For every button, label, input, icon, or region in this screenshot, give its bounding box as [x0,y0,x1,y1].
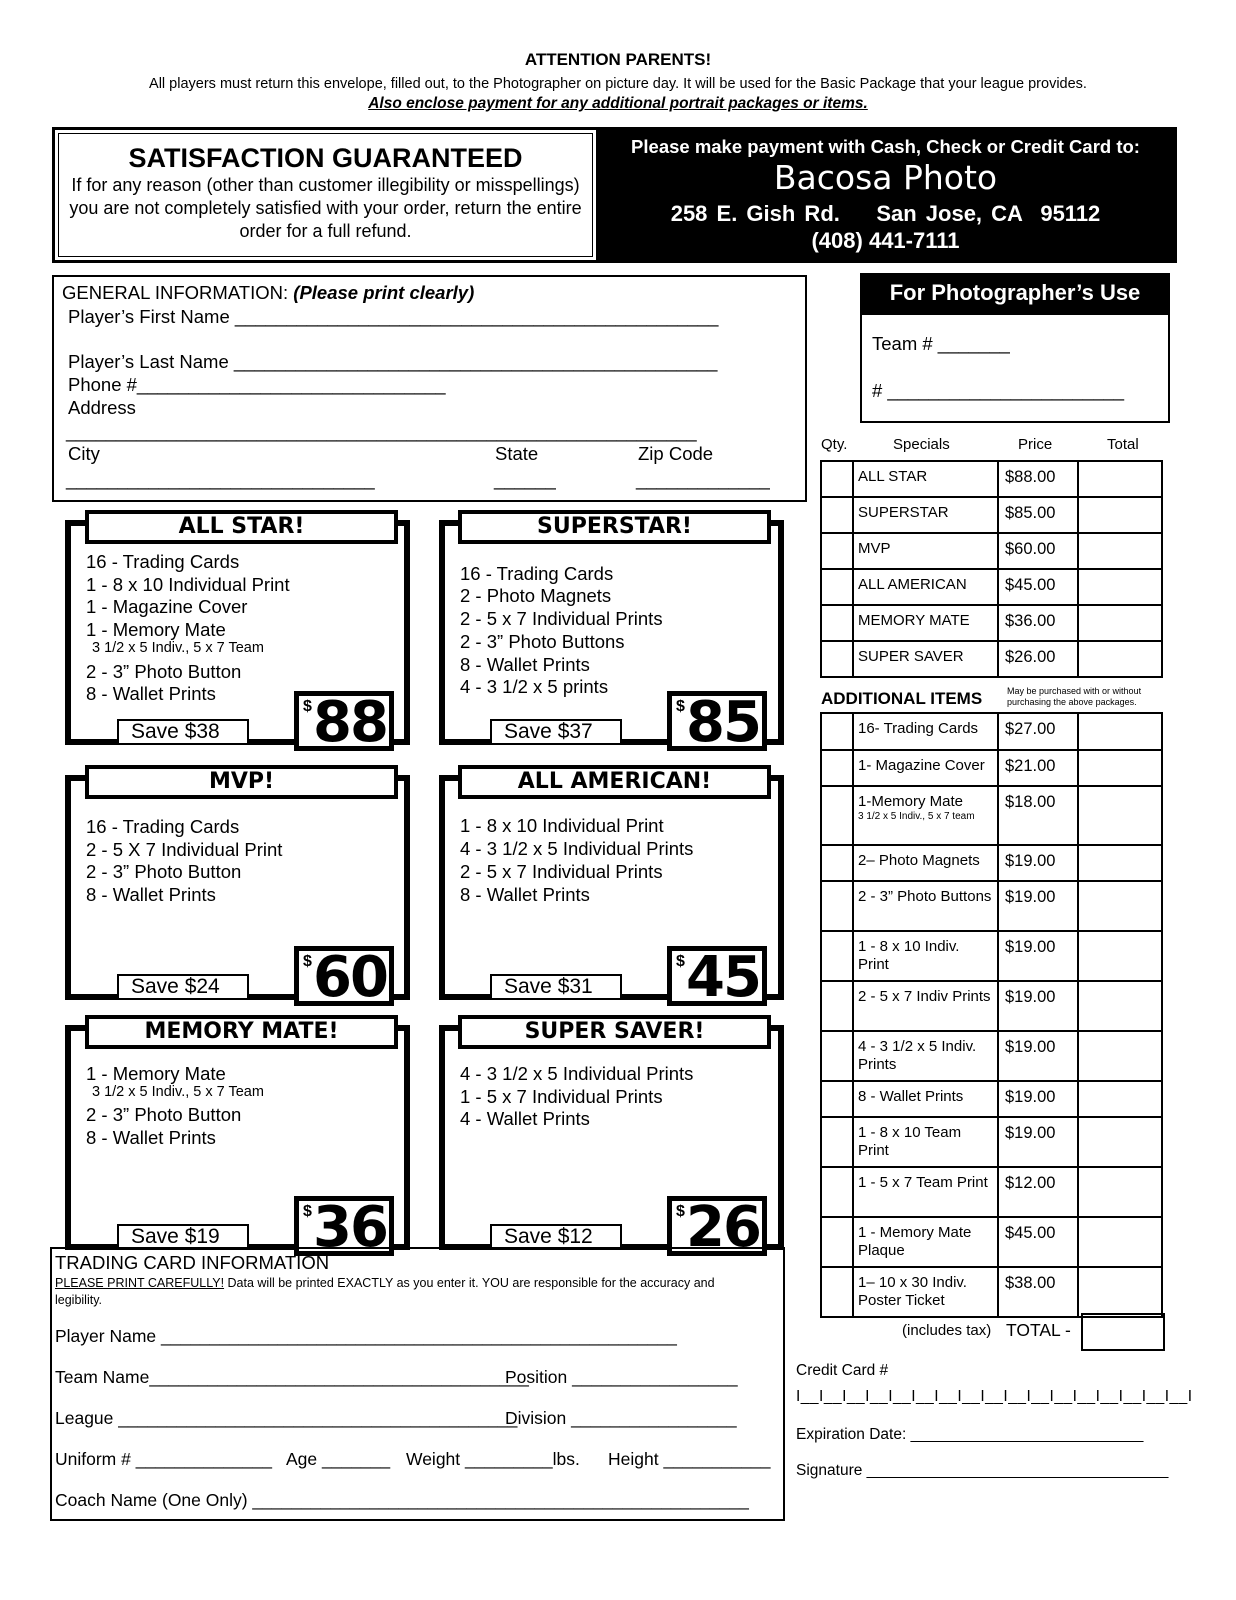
special-name: ALL STAR [853,461,998,497]
height-field[interactable]: Height ___________ [608,1449,771,1469]
item-price: $19.00 [998,881,1078,931]
team-name-field[interactable]: Team Name_______________________________________ [55,1367,529,1387]
qty-field[interactable] [821,981,853,1031]
item-name [853,750,998,786]
item-label: 1 - 8 x 10 Indiv. Print [858,938,960,973]
qty-field[interactable] [821,931,853,981]
price-amount: 60 [313,945,387,1010]
qty-field[interactable] [821,461,853,497]
state-label: State [495,443,539,464]
additional-item-row [821,713,1162,750]
total-field[interactable] [1078,1217,1162,1267]
city-field[interactable]: ______________________________ [66,469,375,490]
qty-field[interactable] [821,1217,853,1267]
item-price: $19.00 [998,1081,1078,1117]
package-super-saver-item: 4 - Wallet Prints [460,1108,590,1129]
qty-field[interactable] [821,845,853,881]
item-name [853,713,998,750]
item-name [853,1217,998,1267]
grand-total-field[interactable] [1081,1313,1165,1351]
price-amount: 45 [686,945,760,1010]
special-name: SUPERSTAR [853,497,998,533]
package-super-saver-title: SUPER SAVER! [458,1015,771,1049]
total-field[interactable] [1078,497,1162,533]
additional-item-row [821,981,1162,1031]
dollar-sign: $ [303,953,312,970]
price-amount: 26 [686,1195,760,1260]
address-label: Address [68,397,136,418]
item-price: $27.00 [998,713,1078,750]
item-label: 2– Photo Magnets [858,852,980,869]
uniform-number-field[interactable]: Uniform # ______________ [55,1449,272,1469]
item-name [853,1081,998,1117]
special-price: $85.00 [998,497,1078,533]
player-name-field[interactable]: Player Name _____________________________________________________ [55,1326,677,1346]
package-mvp-item: 16 - Trading Cards [86,816,240,837]
total-field[interactable] [1078,533,1162,569]
total-field[interactable] [1078,713,1162,750]
item-detail: 3 1/2 x 5 Indiv., 5 x 7 team [858,811,975,822]
item-label: 1 - 8 x 10 Team Print [858,1124,962,1159]
price-header: Price [1018,436,1053,453]
total-field[interactable] [1078,569,1162,605]
weight-field[interactable]: Weight _________lbs. [406,1449,580,1469]
total-label: TOTAL - [1006,1320,1071,1340]
total-header: Total [1107,436,1139,453]
header-title: ATTENTION PARENTS! [524,50,712,69]
item-name [853,1267,998,1317]
package-all-american-title: ALL AMERICAN! [458,765,771,799]
additional-item-row [821,881,1162,931]
trading-card-heading: TRADING CARD INFORMATION [55,1252,330,1273]
photographer-use-heading: For Photographer’s Use [860,273,1170,313]
item-price: $45.00 [998,1217,1078,1267]
item-price: $19.00 [998,845,1078,881]
coach-name-field[interactable]: Coach Name (One Only) ___________________________________________________ [55,1490,749,1510]
package-all-american-price [667,945,767,1010]
item-label: 1 - Memory Mate Plaque [858,1224,972,1259]
package-mvp-price [294,945,394,1010]
zip-field[interactable]: _____________ [636,469,770,490]
item-name [853,845,998,881]
qty-field[interactable] [821,497,853,533]
package-all-star-item: 1 - 8 x 10 Individual Print [86,574,290,595]
item-price: $38.00 [998,1267,1078,1317]
qty-field[interactable] [821,750,853,786]
payment-instructions: Please make payment with Cash, Check or Credit Card to: [631,136,1140,157]
special-name: MVP [853,533,998,569]
specials-table [820,460,1163,678]
additional-items-note: May be purchased with or without purchasing the above packages. [1007,686,1142,707]
item-name [853,981,998,1031]
package-memory-mate-title: MEMORY MATE! [85,1015,398,1049]
team-number-field[interactable]: Team # _______ [872,333,1010,354]
dollar-sign: $ [303,1203,312,1220]
guarantee-title: SATISFACTION GUARANTEED [128,143,523,173]
package-all-american-item: 8 - Wallet Prints [460,884,590,905]
total-field[interactable] [1078,1031,1162,1081]
item-price: $19.00 [998,1031,1078,1081]
company-address: 258 E. Gish Rd. San Jose, CA 95112 [670,201,1101,226]
phone-field[interactable]: Phone #______________________________ [68,374,446,395]
additional-item-row [821,1031,1162,1081]
total-field[interactable] [1078,461,1162,497]
item-name [853,931,998,981]
additional-item-row [821,845,1162,881]
special-name: SUPER SAVER [853,641,998,677]
company-name: Bacosa Photo [773,158,998,197]
item-label: 16- Trading Cards [858,720,979,737]
package-all-star-item: 2 - 3” Photo Button [86,661,242,682]
package-all-star-item: 3 1/2 x 5 Indiv., 5 x 7 Team [92,640,264,656]
package-memory-mate-item: 3 1/2 x 5 Indiv., 5 x 7 Team [92,1084,264,1100]
package-mvp-title: MVP! [85,765,398,799]
package-mvp-item: 2 - 5 X 7 Individual Print [86,839,283,860]
special-price: $36.00 [998,605,1078,641]
price-amount: 36 [313,1195,387,1260]
total-field[interactable] [1078,786,1162,845]
item-name [853,1167,998,1217]
additional-item-row [821,1167,1162,1217]
package-mvp-item: 8 - Wallet Prints [86,884,216,905]
package-all-american-item: 2 - 5 x 7 Individual Prints [460,861,663,882]
special-price: $60.00 [998,533,1078,569]
additional-item-row [821,786,1162,845]
special-price: $45.00 [998,569,1078,605]
additional-item-row [821,1267,1162,1317]
total-field[interactable] [1078,1117,1162,1167]
qty-field[interactable] [821,605,853,641]
dollar-sign: $ [676,1203,685,1220]
qty-header: Qty. [821,436,848,453]
additional-item-row [821,750,1162,786]
qty-field[interactable] [821,569,853,605]
item-label: 1- Magazine Cover [858,757,985,774]
special-price: $88.00 [998,461,1078,497]
special-row [821,605,1162,641]
package-memory-mate-item: 8 - Wallet Prints [86,1127,216,1148]
credit-card-label: Credit Card # [796,1362,889,1379]
total-field[interactable] [1078,981,1162,1031]
package-superstar-savings: Save $37 [490,719,622,745]
item-label: 8 - Wallet Prints [858,1088,964,1105]
additional-item-row [821,1081,1162,1117]
qty-field[interactable] [821,1081,853,1117]
qty-field[interactable] [821,533,853,569]
total-field[interactable] [1078,1081,1162,1117]
age-field[interactable]: Age _______ [286,1449,391,1469]
additional-items-table [820,712,1163,1318]
package-superstar-title: SUPERSTAR! [458,510,771,544]
guarantee-text: If for any reason (other than customer illegibility or misspellings) you are not completely satisfied with your order, return the entire order for a full refund. [69,175,582,241]
item-name [853,786,998,845]
additional-items-heading: ADDITIONAL ITEMS [821,689,983,708]
specials-header: Specials [893,436,950,453]
total-field[interactable] [1078,641,1162,677]
header-instructions: All players must return this envelope, filled out, to the Photographer on picture day. It will be used for the Basic Package that your league provides. [149,76,1087,92]
qty-field[interactable] [821,641,853,677]
package-memory-mate-savings: Save $19 [117,1224,249,1250]
expiration-date-field[interactable]: Expiration Date: ___________________________ [796,1426,1144,1443]
item-name [853,881,998,931]
additional-item-row [821,931,1162,981]
total-field[interactable] [1078,1167,1162,1217]
item-label: 4 - 3 1/2 x 5 Indiv. Prints [858,1038,977,1073]
dollar-sign: $ [303,698,312,715]
total-field[interactable] [1078,931,1162,981]
address-field[interactable]: _______________________________________________________________ [66,422,697,442]
qty-field[interactable] [821,881,853,931]
package-all-star-item: 1 - Memory Mate [86,619,226,640]
qty-field[interactable] [821,1267,853,1317]
qty-field[interactable] [821,713,853,750]
package-superstar-item: 4 - 3 1/2 x 5 prints [460,676,609,697]
package-super-saver-savings: Save $12 [490,1224,622,1250]
item-name [853,1031,998,1081]
package-all-star-price [294,690,394,755]
package-all-american-item: 4 - 3 1/2 x 5 Individual Prints [460,838,694,859]
package-mvp-item: 2 - 3” Photo Button [86,861,242,882]
item-label: 2 - 5 x 7 Indiv Prints [858,988,991,1005]
qty-field[interactable] [821,1117,853,1167]
last-name-field[interactable]: Player’s Last Name _______________________________________________ [68,351,718,372]
dollar-sign: $ [676,698,685,715]
item-name [853,1117,998,1167]
includes-tax-label: (includes tax) [902,1322,992,1339]
package-all-star-item: 1 - Magazine Cover [86,596,248,617]
item-price: $19.00 [998,931,1078,981]
total-field[interactable] [1078,750,1162,786]
item-price: $18.00 [998,786,1078,845]
package-superstar-item: 2 - 5 x 7 Individual Prints [460,608,663,629]
header-payment-note: Also enclose payment for any additional portrait packages or items. [368,95,868,112]
state-field[interactable]: ______ [494,469,556,490]
qty-field[interactable] [821,786,853,845]
general-info-heading: GENERAL INFORMATION: (Please print clearly) [62,282,475,303]
package-superstar-item: 16 - Trading Cards [460,563,614,584]
qty-field[interactable] [821,1167,853,1217]
item-price: $19.00 [998,1117,1078,1167]
additional-item-row [821,1217,1162,1267]
item-price: $19.00 [998,981,1078,1031]
special-row [821,533,1162,569]
package-memory-mate-item: 1 - Memory Mate [86,1063,226,1084]
zip-label: Zip Code [638,443,714,464]
package-all-american-item: 1 - 8 x 10 Individual Print [460,815,664,836]
item-price: $21.00 [998,750,1078,786]
package-mvp-savings: Save $24 [117,974,249,1000]
city-label: City [68,443,100,464]
dollar-sign: $ [676,953,685,970]
special-row [821,497,1162,533]
item-label: 1 - 5 x 7 Team Print [858,1174,988,1191]
total-field[interactable] [1078,605,1162,641]
signature-field[interactable]: Signature ___________________________________ [796,1462,1169,1479]
package-all-star-savings: Save $38 [117,719,249,745]
credit-card-number-field[interactable]: I__I__I__I__I__I__I__I__I__I__I__I__I__I__I__I__I__I [796,1388,1193,1405]
package-superstar-item: 2 - Photo Magnets [460,585,612,606]
price-amount: 85 [686,690,760,755]
special-name: ALL AMERICAN [853,569,998,605]
package-memory-mate-item: 2 - 3” Photo Button [86,1104,242,1125]
total-field[interactable] [1078,845,1162,881]
package-all-star-item: 8 - Wallet Prints [86,683,216,704]
package-super-saver-item: 4 - 3 1/2 x 5 Individual Prints [460,1063,694,1084]
item-price: $12.00 [998,1167,1078,1217]
item-label: 1– 10 x 30 Indiv. Poster Ticket [858,1274,967,1309]
photographer-use-box [860,313,1170,423]
package-superstar-item: 8 - Wallet Prints [460,654,590,675]
total-field[interactable] [1078,1267,1162,1317]
special-row [821,569,1162,605]
additional-item-row [821,1117,1162,1167]
total-field[interactable] [1078,881,1162,931]
company-phone: (408) 441-7111 [811,228,960,253]
league-field[interactable]: League _________________________________________ [55,1408,518,1428]
package-super-saver-item: 1 - 5 x 7 Individual Prints [460,1086,663,1107]
division-field[interactable]: Division _________________ [505,1408,737,1428]
package-all-american-savings: Save $31 [490,974,622,1000]
item-label: 2 - 3” Photo Buttons [858,888,992,905]
item-label: 1-Memory Mate [858,793,964,810]
position-field[interactable]: Position _________________ [505,1367,738,1387]
photographer-number-field[interactable]: # _______________________ [872,380,1125,401]
special-row [821,641,1162,677]
trading-card-note: PLEASE PRINT CAREFULLY! Data will be printed EXACTLY as you enter it. YOU are responsible for the accuracy and legibility. [55,1276,715,1307]
package-all-star-title: ALL STAR! [85,510,398,544]
general-info-note: (Please print clearly) [293,282,475,303]
package-all-star-item: 16 - Trading Cards [86,551,240,572]
special-row [821,461,1162,497]
qty-field[interactable] [821,1031,853,1081]
package-superstar-price [667,690,767,755]
special-name: MEMORY MATE [853,605,998,641]
price-amount: 88 [313,690,387,755]
package-superstar-item: 2 - 3” Photo Buttons [460,631,625,652]
first-name-field[interactable]: Player’s First Name _______________________________________________ [68,306,719,327]
special-price: $26.00 [998,641,1078,677]
